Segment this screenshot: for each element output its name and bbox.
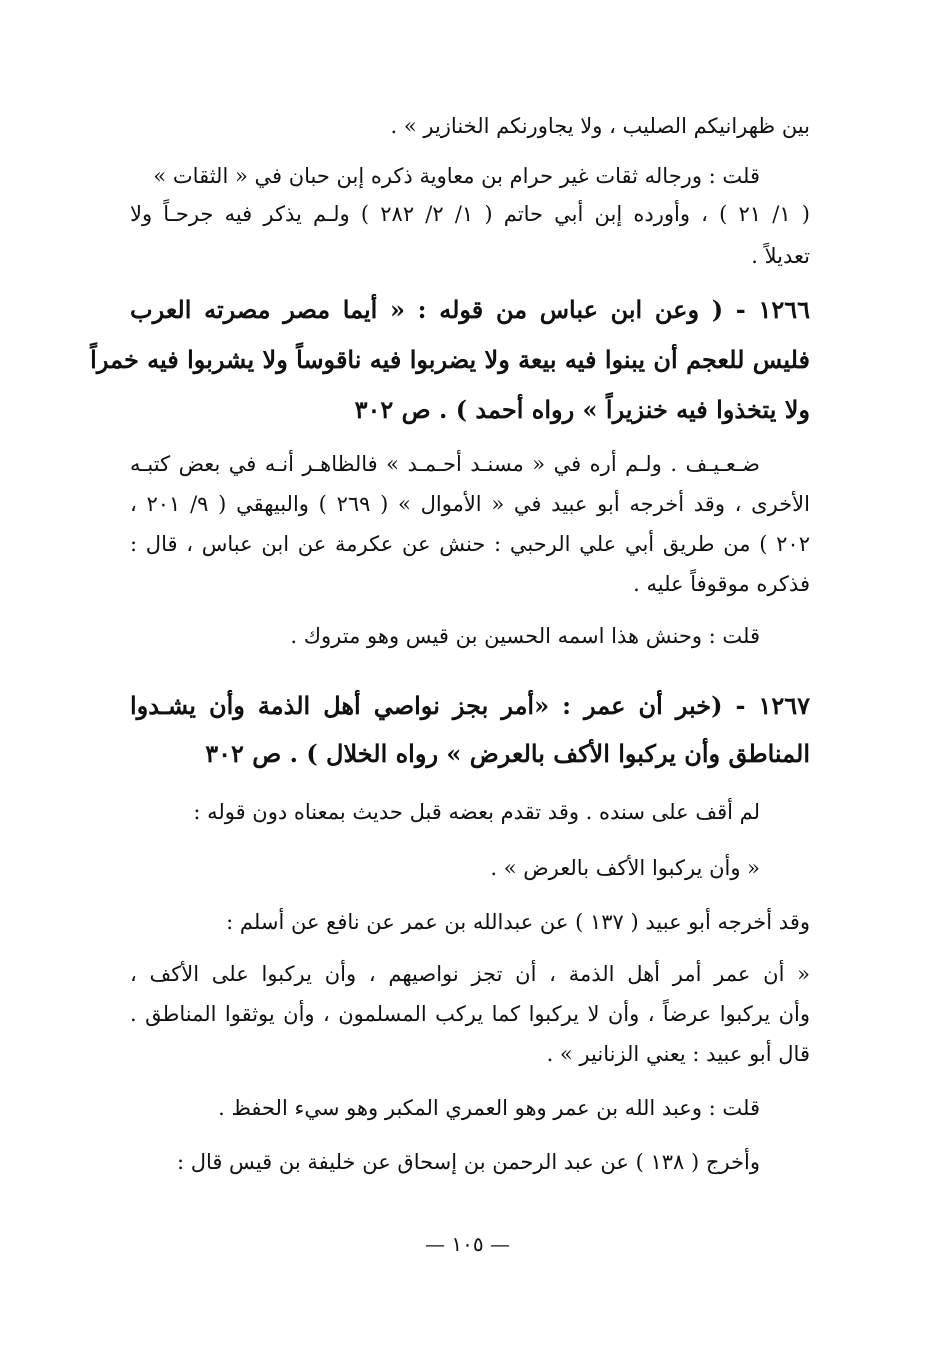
text-line: بين ظهرانيكم الصليب ، ولا يجاورنكم الخنازير » .: [390, 114, 810, 138]
text-line: ٢٠٢ ) من طريق أبي علي الرحبي : حنش عن عكرمة عن ابن عباس ، قال :: [130, 532, 810, 556]
hadith-line: المناطق وأن يركبوا الأكف بالعرض » رواه الخلال ) . ص ٣٠٢: [205, 739, 810, 768]
text-line: قلت : وحنش هذا اسمه الحسين بن قيس وهو متروك .: [290, 624, 760, 648]
hadith-line: ١٢٦٧ - (خبر أن عمر : «أمر بجز نواصي أهل الذمة وأن يشـدوا: [130, 691, 810, 720]
page-number: — ١٠٥ —: [425, 1232, 510, 1256]
text-line: قلت : وعبد الله بن عمر وهو العمري المكبر وهو سيء الحفظ .: [218, 1096, 760, 1120]
hadith-line: ١٢٦٦ - ( وعن ابن عباس من قوله : « أيما مصر مصرته العرب: [130, 295, 810, 324]
text-line: تعديلاً .: [751, 244, 810, 268]
text-line: « أن عمر أمر أهل الذمة ، أن تجز نواصيهم ، وأن يركبوا على الأكف ،: [130, 962, 810, 986]
hadith-line: فليس للعجم أن يبنوا فيه بيعة ولا يضربوا فيه ناقوساً ولا يشربوا فيه خمراً: [90, 345, 810, 374]
text-line: وأخرج ( ١٣٨ ) عن عبد الرحمن بن إسحاق عن خليفة بن قيس قال :: [176, 1150, 760, 1174]
text-line: لم أقف على سنده . وقد تقدم بعضه قبل حديث بمعناه دون قوله :: [193, 800, 760, 824]
text-line: وأن يركبوا عرضاً ، وأن لا يركبوا كما يركب المسلمون ، وأن يوثقوا المناطق .: [130, 1002, 810, 1026]
page-body: [90, 100, 810, 1300]
text-line: الأخرى ، وقد أخرجه أبو عبيد في « الأموال » ( ٢٦٩ ) والبيهقي ( ٩/ ٢٠١ ،: [130, 492, 810, 516]
text-line: ( ١/ ٢١ ) ، وأورده إبن أبي حاتم ( ١/ ٢/ ٢٨٢ ) ولـم يذكر فيه جرحـاً ولا: [130, 202, 810, 226]
text-line: ضـعـيـف . ولـم أره في « مسنـد أحـمـد » فالظاهـر أنـه في بعض كتبـه: [130, 452, 760, 476]
text-line: قال أبو عبيد : يعني الزنانير » .: [546, 1042, 810, 1066]
text-line: قلت : ورجاله ثقات غير حرام بن معاوية ذكره إبن حبان في « الثقات »: [153, 164, 760, 188]
text-line: فذكره موقوفاً عليه .: [633, 572, 810, 596]
text-line: وقد أخرجه أبو عبيد ( ١٣٧ ) عن عبدالله بن عمر عن نافع عن أسلم :: [226, 910, 810, 934]
hadith-line: ولا يتخذوا فيه خنزيراً » رواه أحمد ) . ص ٣٠٢: [354, 395, 810, 424]
text-line: « وأن يركبوا الأكف بالعرض » .: [490, 856, 760, 880]
